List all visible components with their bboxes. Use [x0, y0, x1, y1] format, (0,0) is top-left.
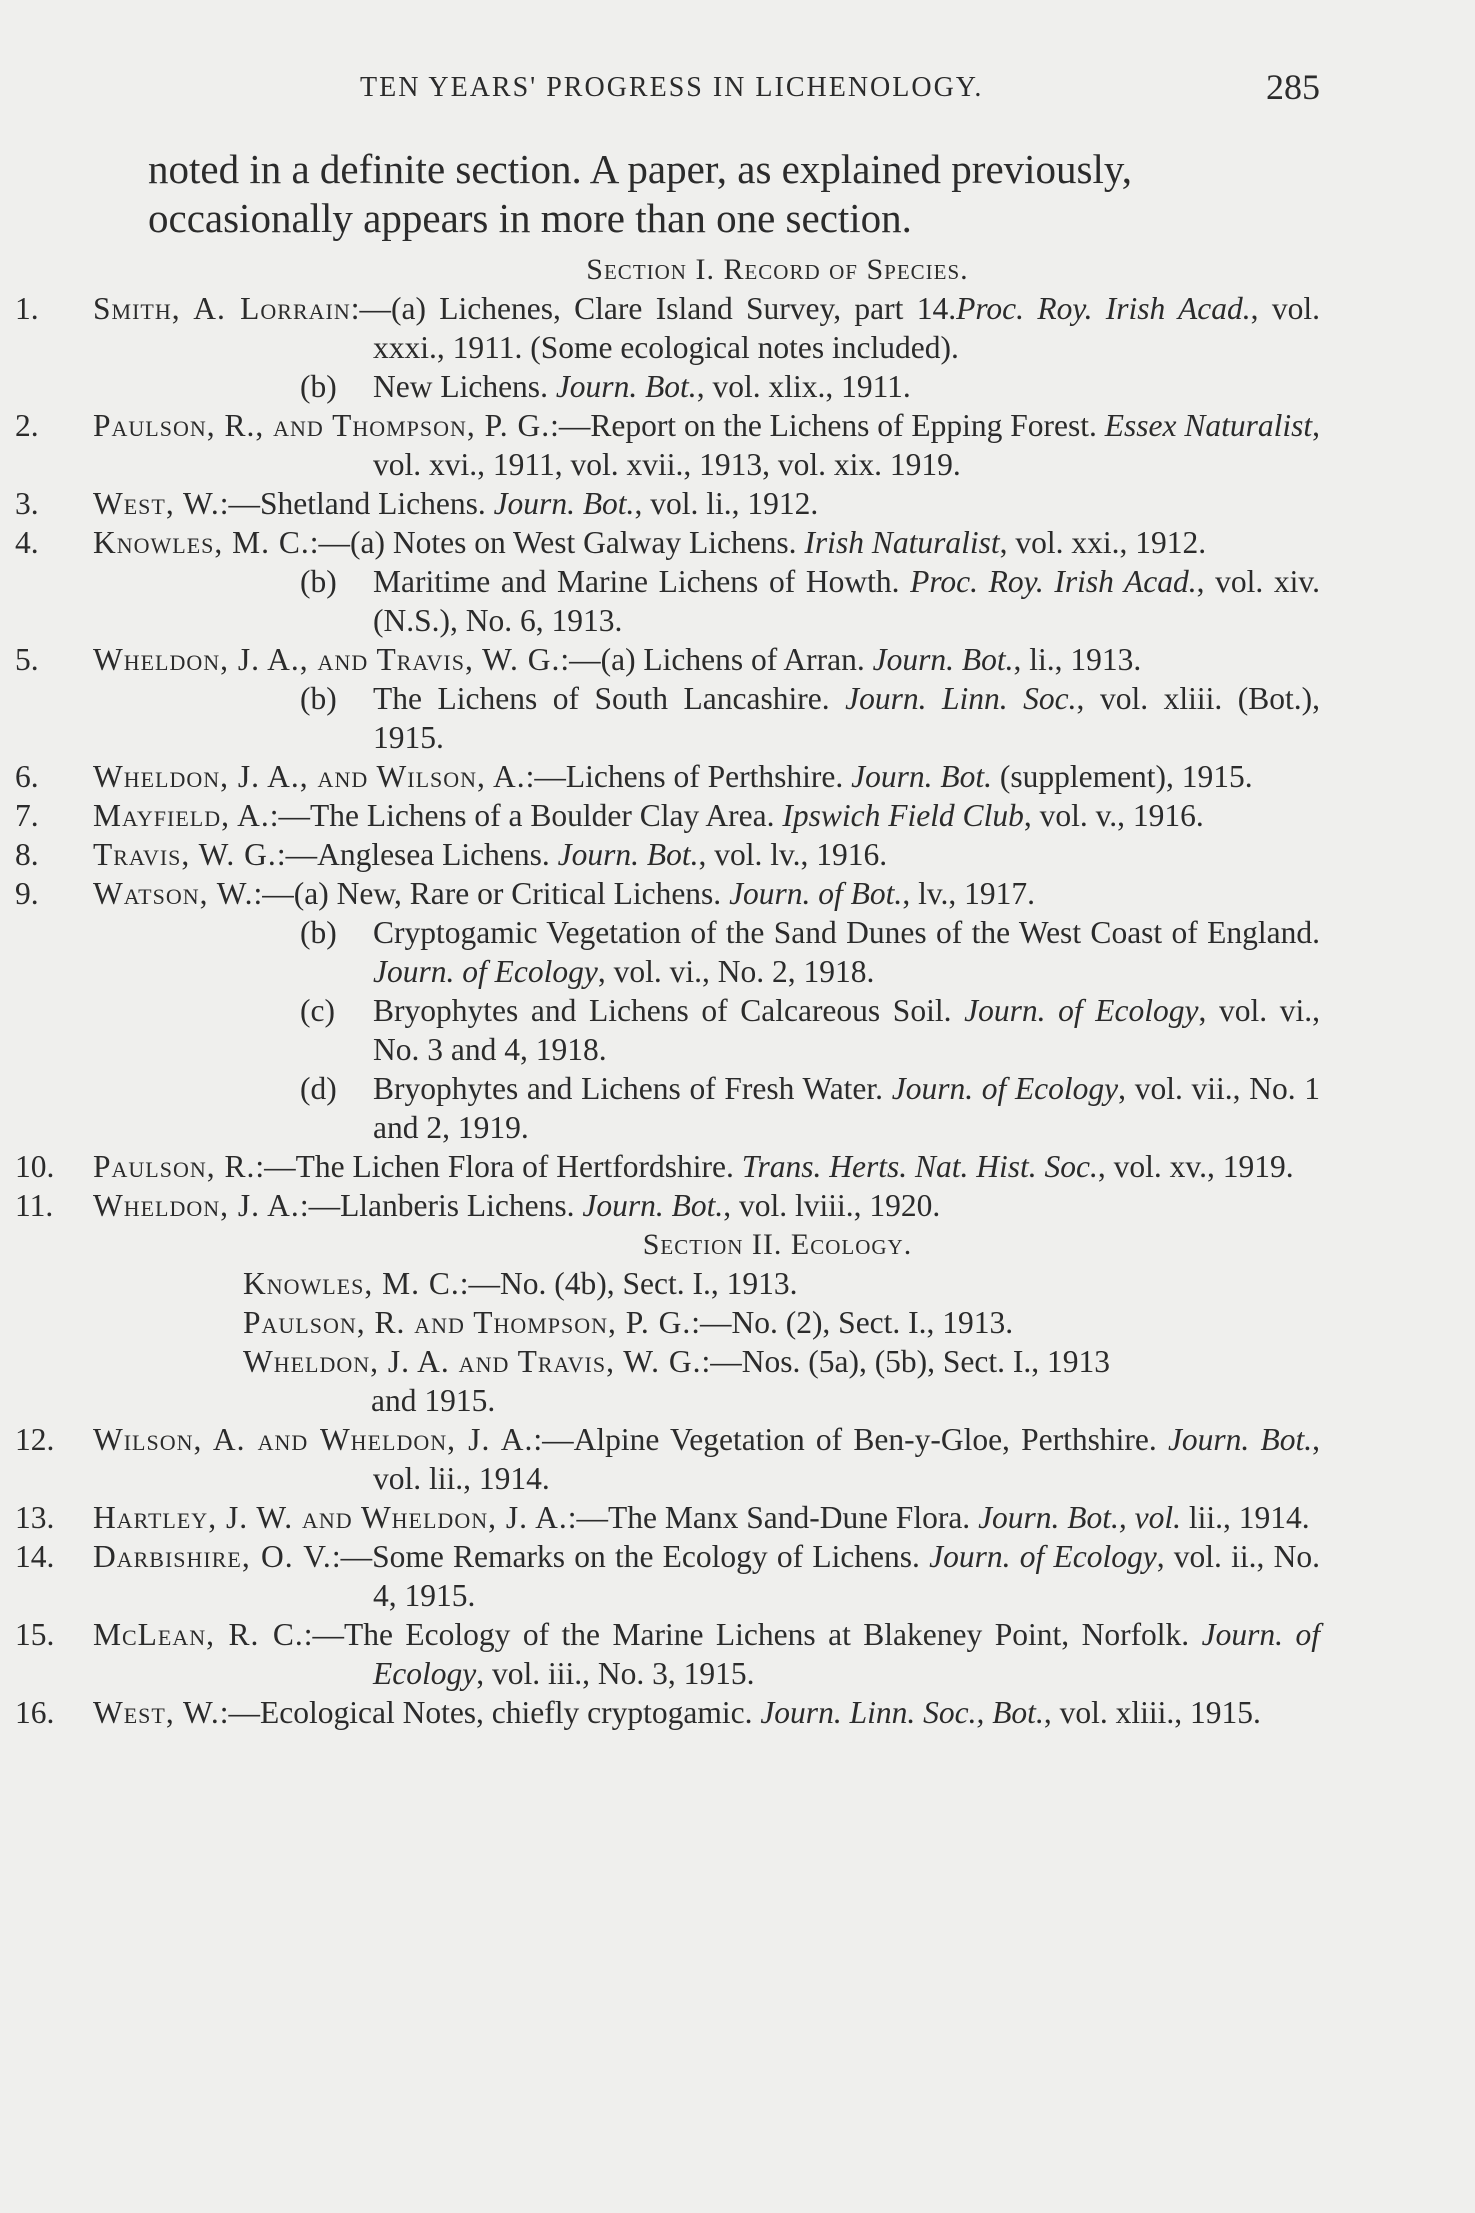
entry-journal: Journ. Bot., vol.	[978, 1500, 1182, 1535]
entry-author: West, W.	[93, 486, 220, 521]
bibliography-subentry	[145, 1069, 1320, 1147]
entry-journal: Journ. Bot.	[555, 369, 697, 404]
subentry-label: (b)	[300, 681, 337, 716]
entry-journal: Proc. Roy. Irish Acad.	[956, 291, 1251, 326]
entry-body	[93, 796, 1320, 835]
entry-journal: Journ. of Ecology	[373, 1617, 1320, 1691]
entry-title: :—Anglesea Lichens.	[276, 837, 558, 872]
entry-body	[93, 1537, 1320, 1615]
section-heading: Section I. Record of Species.	[586, 253, 969, 286]
entry-author: Knowles, M. C.	[93, 525, 310, 560]
entry-journal: Journ. of Ecology	[373, 954, 598, 989]
entry-body	[93, 289, 1320, 367]
entry-title: :—(a) Lichenes, Clare Island Survey, part 14.	[350, 291, 957, 326]
entry-title: :—Alpine Vegetation of Ben-y-Gloe, Perthshire.	[533, 1422, 1168, 1457]
entry-citation: , vol. vi., No. 2, 1918.	[597, 954, 875, 989]
entry-author: Wheldon, J. A., and Travis, W. G.	[93, 642, 561, 677]
entry-text	[15, 291, 1320, 365]
section-2-entries	[15, 1420, 1320, 1732]
entry-body	[93, 523, 1320, 562]
entry-number: 15.	[15, 1617, 55, 1652]
crossref-entry	[145, 1264, 1320, 1303]
bibliography-entry	[15, 1420, 1320, 1498]
entry-journal: Journ. Linn. Soc., Bot.	[760, 1695, 1044, 1730]
entry-text	[15, 525, 1207, 560]
crossref-entry	[145, 1342, 1320, 1420]
entry-body	[93, 1498, 1320, 1537]
entry-title: :—(a) Lichens of Arran.	[560, 642, 873, 677]
page-header	[360, 67, 1320, 116]
entry-author: Wheldon, J. A.	[93, 1188, 300, 1223]
entry-citation: , vol. iii., No. 3, 1915.	[476, 1656, 755, 1691]
entry-citation: , vol. v., 1916.	[1023, 798, 1204, 833]
bibliography-subentry	[145, 562, 1320, 640]
lead-paragraph	[148, 145, 1318, 243]
entry-journal: Journ. of Bot.	[729, 876, 903, 911]
entry-citation: , vol. ii., No. 4, 1915.	[373, 1539, 1320, 1613]
entry-journal: Essex Naturalist	[1104, 408, 1313, 443]
entry-text	[15, 837, 888, 872]
entry-citation: , lv., 1917.	[902, 876, 1036, 911]
bibliography-entry	[15, 874, 1320, 913]
bibliography	[15, 250, 1321, 1732]
bibliography-entry	[15, 406, 1321, 484]
subentry-label: (d)	[300, 1071, 337, 1106]
bibliography-subentry	[145, 991, 1320, 1069]
entry-author: West, W.	[93, 1695, 220, 1730]
entry-citation: , vol. lviii., 1920.	[723, 1188, 941, 1223]
section-1-entries	[15, 289, 1321, 1225]
entry-journal: Journ. Bot.	[582, 1188, 724, 1223]
bibliography-entry	[15, 1693, 1320, 1732]
bibliography-entry	[15, 796, 1320, 835]
entry-citation: :—Nos. (5a), (5b), Sect. I., 1913	[701, 1344, 1111, 1379]
entry-number: 1.	[15, 291, 39, 326]
entry-citation: , vol. li., 1912.	[634, 486, 819, 521]
entry-author: Wilson, A. and Wheldon, J. A.	[93, 1422, 534, 1457]
entry-journal: Journ. Linn. Soc.	[845, 681, 1077, 716]
entry-number: 10.	[15, 1149, 55, 1184]
entry-journal: Proc. Roy. Irish Acad.	[910, 564, 1197, 599]
entry-number: 8.	[15, 837, 39, 872]
entry-number: 5.	[15, 642, 39, 677]
entry-journal: Journ. Bot.	[557, 837, 699, 872]
subentry-label: (b)	[300, 915, 337, 950]
entry-journal: Journ. of Ecology	[929, 1539, 1157, 1574]
bibliography-entry	[15, 757, 1320, 796]
entry-author: Knowles, M. C.	[243, 1266, 460, 1301]
entry-author: Paulson, R. and Thompson, P. G.	[243, 1305, 692, 1340]
entry-citation: , vol. xiv. (N.S.), No. 6, 1913.	[373, 564, 1320, 638]
entry-journal: Trans. Herts. Nat. Hist. Soc.	[741, 1149, 1098, 1184]
entry-number: 3.	[15, 486, 39, 521]
entry-body	[93, 1147, 1320, 1186]
lead-line: noted in a definite section. A paper, as explained previously,	[148, 146, 1132, 192]
entry-body	[93, 406, 1321, 484]
bibliography-subentry	[145, 913, 1320, 991]
entry-journal: Journ. Bot.	[851, 759, 992, 794]
entry-body	[93, 1186, 1320, 1225]
entry-title: :—The Ecology of the Marine Lichens at Blakeney Point, Norfolk.	[303, 1617, 1202, 1652]
entry-text	[15, 798, 1204, 833]
entry-body	[93, 640, 1320, 679]
entry-citation: , li., 1913.	[1013, 642, 1142, 677]
entry-citation: , vol. vi., No. 3 and 4, 1918.	[373, 993, 1320, 1067]
section-heading: Section II. Ecology.	[642, 1228, 913, 1261]
entry-title: Maritime and Marine Lichens of Howth.	[373, 564, 911, 599]
entry-number: 9.	[15, 876, 39, 911]
entry-body	[93, 874, 1320, 913]
entry-body	[93, 835, 1320, 874]
entry-journal: Journ. Bot.	[493, 486, 635, 521]
subentry-label: (c)	[300, 993, 335, 1028]
bibliography-entry	[15, 835, 1320, 874]
bibliography-subentry	[145, 679, 1320, 757]
entry-title: New Lichens.	[373, 369, 556, 404]
entry-author: McLean, R. C.	[93, 1617, 304, 1652]
entry-body	[93, 1615, 1320, 1693]
entry-citation: :—No. (4b), Sect. I., 1913.	[459, 1266, 798, 1301]
bibliography-entry	[15, 1147, 1320, 1186]
running-title: TEN YEARS' PROGRESS IN LICHENOLOGY.	[360, 72, 984, 103]
lead-line: occasionally appears in more than one section.	[148, 195, 912, 241]
entry-journal: Journ. of Ecology	[964, 993, 1199, 1028]
entry-title: :—Report on the Lichens of Epping Forest.	[550, 408, 1105, 443]
entry-text	[15, 876, 1036, 911]
entry-citation: , vol. xv., 1919.	[1097, 1149, 1294, 1184]
bibliography-entry	[15, 1615, 1320, 1693]
entry-title: :—Lichens of Perthshire.	[525, 759, 852, 794]
entry-title: :—(a) Notes on West Galway Lichens.	[309, 525, 805, 560]
entry-author: Paulson, R.	[93, 1149, 256, 1184]
entry-citation: , vol. lii., 1914.	[373, 1422, 1320, 1496]
entry-text	[15, 642, 1142, 677]
entry-author: Wheldon, J. A. and Travis, W. G.	[243, 1344, 702, 1379]
entry-number: 12.	[15, 1422, 55, 1457]
entry-title: :—The Lichens of a Boulder Clay Area.	[269, 798, 783, 833]
entry-number: 14.	[15, 1539, 55, 1574]
entry-title: :—The Lichen Flora of Hertfordshire.	[255, 1149, 742, 1184]
entry-citation: (supplement), 1915.	[991, 759, 1253, 794]
entry-number: 7.	[15, 798, 39, 833]
entry-author: Hartley, J. W. and Wheldon, J. A.	[93, 1500, 568, 1535]
entry-number: 13.	[15, 1500, 55, 1535]
entry-title: Bryophytes and Lichens of Calcareous Soil.	[373, 993, 965, 1028]
entry-author: Travis, W. G.	[93, 837, 277, 872]
entry-citation: , vol. xliii., 1915.	[1043, 1695, 1261, 1730]
section-2-crossrefs	[145, 1264, 1320, 1420]
entry-number: 4.	[15, 525, 39, 560]
bibliography-entry	[15, 1537, 1320, 1615]
entry-number: 16.	[15, 1695, 55, 1730]
crossref-entry	[145, 1303, 1320, 1342]
entry-body	[93, 757, 1320, 796]
entry-number: 11.	[15, 1188, 54, 1223]
entry-citation: , vol. xxxi., 1911. (Some ecological notes included).	[373, 291, 1320, 365]
entry-title: :—Llanberis Lichens.	[299, 1188, 583, 1223]
entry-journal: Ipswich Field Club	[782, 798, 1024, 833]
entry-number: 6.	[15, 759, 39, 794]
entry-author: Darbishire, O. V.	[93, 1539, 332, 1574]
bibliography-entry	[15, 484, 1320, 523]
bibliography-entry	[15, 640, 1320, 679]
entry-title: :—(a) New, Rare or Critical Lichens.	[253, 876, 730, 911]
bibliography-subentry	[145, 367, 1320, 406]
entry-title: Bryophytes and Lichens of Fresh Water.	[373, 1071, 892, 1106]
bibliography-entry	[15, 1498, 1320, 1537]
entry-text	[15, 408, 1321, 482]
entry-title: :—Ecological Notes, chiefly cryptogamic.	[219, 1695, 761, 1730]
entry-title: The Lichens of South Lancashire.	[373, 681, 846, 716]
entry-citation: , vol. lv., 1916.	[698, 837, 888, 872]
bibliography-entry	[15, 1186, 1320, 1225]
entry-citation: , vol. xvi., 1911, vol. xvii., 1913, vol. xix. 1919.	[373, 408, 1321, 482]
entry-title: :—The Manx Sand-Dune Flora.	[567, 1500, 979, 1535]
entry-citation: , vol. xxi., 1912.	[999, 525, 1207, 560]
subentry-label: (b)	[300, 369, 337, 404]
entry-citation: , vol. vii., No. 1 and 2, 1919.	[373, 1071, 1320, 1145]
entry-journal: Journ. of Ecology	[891, 1071, 1119, 1106]
entry-journal: Irish Naturalist	[804, 525, 1000, 560]
entry-title: Cryptogamic Vegetation of the Sand Dunes of the West Coast of England.	[373, 915, 1320, 950]
entry-journal: Journ. Bot.	[1167, 1422, 1313, 1457]
entry-author: Mayfield, A.	[93, 798, 270, 833]
entry-title: :—Shetland Lichens.	[219, 486, 494, 521]
entry-body	[93, 484, 1320, 523]
entry-citation: , vol. xliii. (Bot.), 1915.	[373, 681, 1320, 755]
page-number: 285	[1266, 67, 1320, 107]
entry-author: Paulson, R., and Thompson, P. G.	[93, 408, 551, 443]
entry-author: Smith, A. Lorrain	[93, 291, 351, 326]
entry-citation: lii., 1914.	[1181, 1500, 1310, 1535]
entry-body	[93, 1420, 1320, 1498]
bibliography-entry	[15, 523, 1320, 562]
entry-text	[15, 1617, 1320, 1691]
entry-citation: :—No. (2), Sect. I., 1913.	[691, 1305, 1014, 1340]
bibliography-entry	[15, 289, 1320, 367]
entry-title: :—Some Remarks on the Ecology of Lichens.	[331, 1539, 930, 1574]
entry-body	[93, 1693, 1320, 1732]
subentry-label: (b)	[300, 564, 337, 599]
entry-journal: Journ. Bot.	[872, 642, 1014, 677]
entry-text	[15, 759, 1253, 794]
entry-author: Watson, W.	[93, 876, 254, 911]
entry-author: Wheldon, J. A., and Wilson, A.	[93, 759, 526, 794]
entry-number: 2.	[15, 408, 39, 443]
entry-citation: , vol. xlix., 1911.	[696, 369, 911, 404]
entry-continuation: and 1915.	[371, 1383, 496, 1418]
